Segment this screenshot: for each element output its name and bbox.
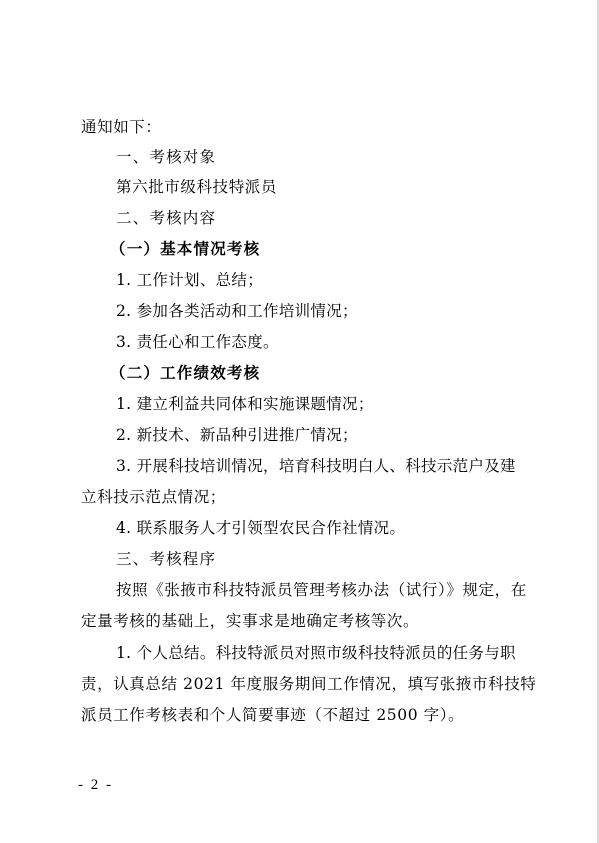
page-number: - 2 - [78, 777, 113, 793]
basic-item-2: 2. 参加各类活动和工作培训情况； [116, 302, 358, 320]
subsection-heading-performance: （二）工作绩效考核 [110, 364, 261, 382]
performance-item-3-cont: 立科技示范点情况； [81, 488, 226, 506]
performance-item-2: 2. 新技术、新品种引进推广情况； [116, 426, 358, 444]
basic-item-3: 3. 责任心和工作态度。 [116, 333, 279, 351]
target-text: 第六批市级科技特派员 [116, 178, 278, 196]
section-heading-target: 一、考核对象 [116, 148, 217, 166]
subsection-heading-basic: （一）基本情况考核 [110, 240, 261, 258]
basic-item-1: 1. 工作计划、总结； [116, 271, 264, 289]
procedure-step-1-cont-2: 派员工作考核表和个人简要事迹（不超过 2500 字）。 [81, 706, 465, 724]
section-heading-procedure: 三、考核程序 [116, 550, 217, 568]
procedure-paragraph-cont: 定量考核的基础上，实事求是地确定考核等次。 [81, 612, 420, 630]
performance-item-1: 1. 建立利益共同体和实施课题情况； [116, 395, 374, 413]
procedure-step-1-cont: 责，认真总结 2021 年度服务期间工作情况，填写张掖市科技特 [81, 675, 537, 693]
section-heading-content: 二、考核内容 [116, 209, 217, 227]
procedure-step-1: 1. 个人总结。科技特派员对照市级科技特派员的任务与职 [116, 644, 516, 662]
procedure-paragraph: 按照《张掖市科技特派员管理考核办法（试行）》规定，在 [116, 581, 527, 599]
performance-item-3: 3. 开展科技培训情况，培育科技明白人、科技示范户及建 [116, 457, 516, 475]
intro-line: 通知如下： [81, 118, 162, 136]
performance-item-4: 4. 联系服务人才引领型农民合作社情况。 [116, 519, 406, 537]
